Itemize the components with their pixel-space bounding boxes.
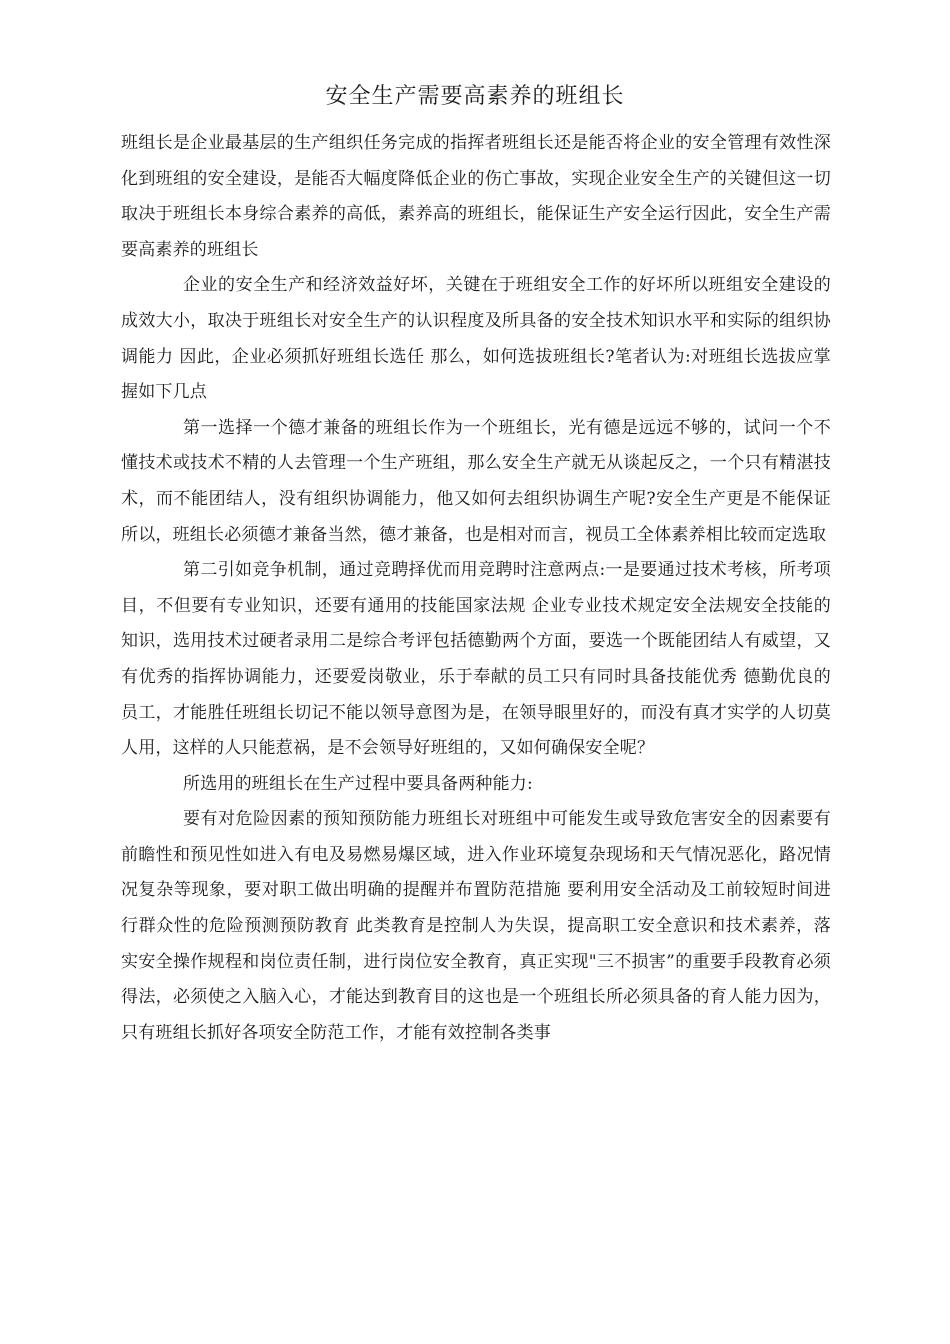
paragraph-selection: 企业的安全生产和经济效益好坏，关键在于班组安全工作的好坏所以班组安全建设的成效大小，取决于班组长对安全生产的认识程度及所具备的安全技术知识水平和实际的组织协调能力 因此，企业必须抓好班组长选任 那么，如何选拔班组长?笔者认为:对班组长选拔应掌握如下几点 — [121, 275, 831, 403]
paragraph-abilities: 所选用的班组长在生产过程中要具备两种能力: — [183, 773, 533, 794]
paragraph-prevention: 要有对危险因素的预知预防能力班组长对班组中可能发生或导致危害安全的因素要有前瞻性和预见性如进入有电及易燃易爆区域，进入作业环境复杂现场和天气情况恶化，路况情况复杂等现象，要对职工做出明确的提醒并布置防范措施 要利用安全活动及工前较短时间进行群众性的危险预测预防教育 此类教育是控制人为失误，提高职工安全意识和技术素养，落实安全操作规程和岗位责任制，进行岗位安全教育，真正实现"三不损害”的重要手段教育必须得法，必须使之入脑入心，才能达到教育目的这也是一个班组长所必须具备的育人能力因为，只有班组长抓好各项安全防范工作，才能有效控制各类事 — [121, 809, 831, 1043]
document-body — [121, 126, 831, 1051]
paragraph-point-two: 第二引如竞争机制，通过竞聘择优而用竞聘时注意两点:一是要通过技术考核，所考项目，不但要有专业知识，还要有通用的技能国家法规 企业专业技术规定安全法规安全技能的知识，选用技术过硬者录用二是综合考评包括德勤两个方面，要选一个既能团结人有威望，又有优秀的指挥协调能力，还要爱岗敬业，乐于奉献的员工只有同时具备技能优秀 德勤优良的员工，才能胜任班组长切记不能以领导意图为是，在领导眼里好的，而没有真才实学的人切莫人用，这样的人只能惹祸，是不会领导好班组的，又如何确保安全呢？ — [121, 560, 831, 759]
paragraph-intro: 班组长是企业最基层的生产组织任务完成的指挥者班组长还是能否将企业的安全管理有效性深化到班组的安全建设，是能否大幅度降低企业的伤亡事故，实现企业安全生产的关键但这一切取决于班组长本身综合素养的高低，素养高的班组长，能保证生产安全运行因此，安全生产需要高素养的班组长 — [121, 133, 831, 260]
paragraph-point-one: 第一选择一个德才兼备的班组长作为一个班组长，光有德是远远不够的，试问一个不懂技术或技术不精的人去管理一个生产班组，那么安全生产就无从谈起反之，一个只有精湛技术，而不能团结人，没有组织协调能力，他又如何去组织协调生产呢?安全生产更是不能保证所以，班组长必须德才兼备当然，德才兼备，也是相对而言，视员工全体素养相比较而定选取 — [121, 417, 831, 545]
document-title: 安全生产需要高素养的班组长 — [325, 84, 625, 109]
